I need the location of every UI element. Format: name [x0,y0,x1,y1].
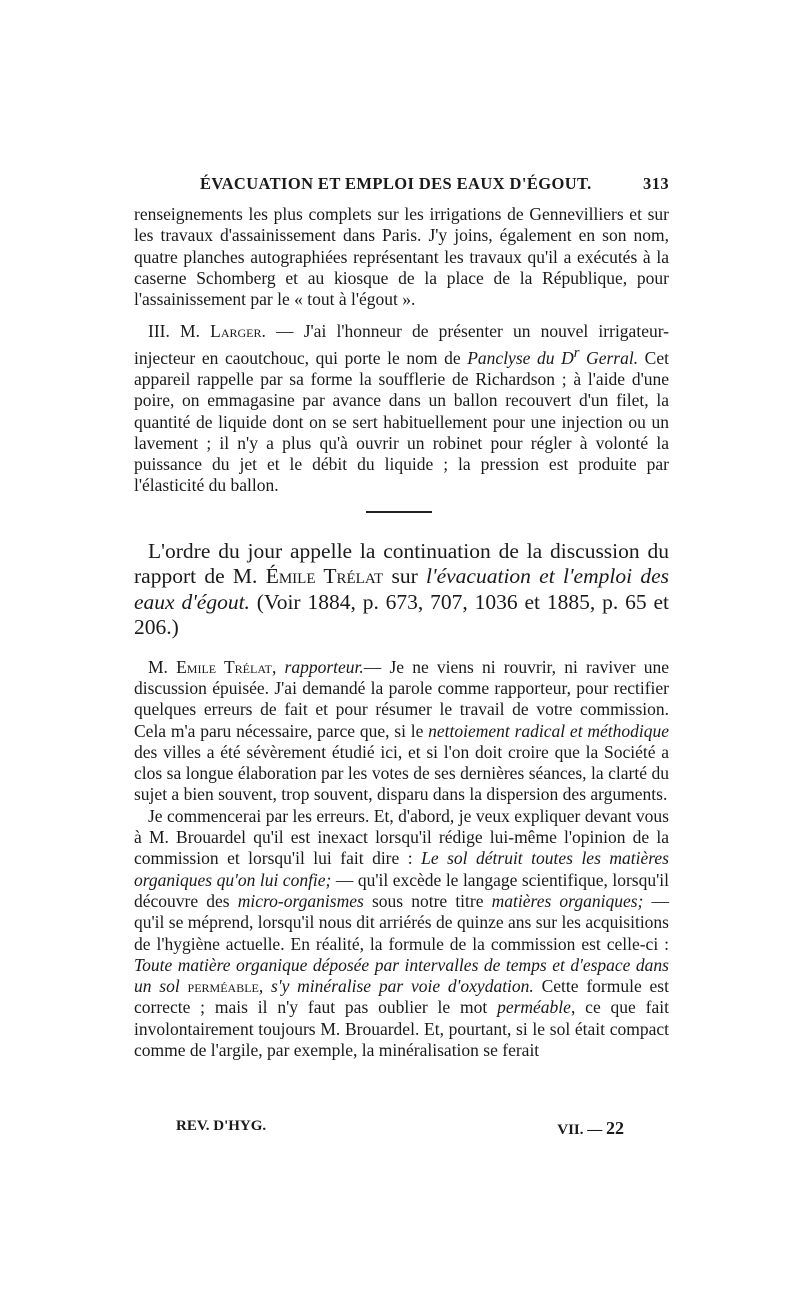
emphasis: Le sol détruit toutes les matières organiques qu'on lui confie; [134,848,669,890]
text-run: sur [383,564,427,589]
paragraph-larger [134,321,669,496]
speaker-name: Émile Trélat [265,564,384,589]
text-run: L'ordre du jour appelle la continuation de la discussion du rapport de M. [134,538,669,589]
report-title: l'évacuation et l'emploi des eaux d'égout. [134,564,669,614]
text-run: — qu'il excède le langage scientifique, lorsqu'il découvre des [134,869,669,911]
text-run: , ce que fait involontairement toujours M. Brouardel. Et, pourtant, si le sol était compact comme de l'argile, par exemple, la minéralisation se ferait [134,997,669,1061]
text-run: — Je ne viens ni rouvrir, ni raviver une discussion épuisée. J'ai demandé la parole comme rapporteur, pour rectifier quelques erreurs de fait et pour résumer le travail de votre commission. Cela m'a paru nécessaire, parce que, si le [134,656,669,741]
body-text [134,204,669,1061]
paragraph-trelat [134,657,669,806]
speaker-role: rapporteur. [276,656,364,677]
paragraph-order-of-day [134,539,669,641]
section-divider [366,511,432,513]
signature-number: 22 [606,1118,624,1138]
paragraph-gennevilliers: renseignements les plus complets sur les irrigations de Gennevilliers et sur les travaux d'assainissement dans Paris. J'y joins, également en son nom, quatre planches autographiées représentant les travaux qu'il a exécutés à la caserne Schomberg et au kiosque de la place de la République, pour l'assainissement par le « tout à l'égout ». [134,204,669,310]
device-name: Panclyse du D [467,347,574,368]
section-number: III. M. [148,321,200,342]
page [134,174,669,1061]
speaker-name: Larger. [210,321,266,342]
page-header-title: ÉVACUATION ET EMPLOI DES EAUX D'ÉGOUT. [200,174,592,193]
emphasis: perméable [497,997,571,1018]
text-run: Cette formule est correcte ; mais il n'y faut pas oublier le mot [134,976,669,1018]
page-number: 313 [643,174,669,193]
page-footer [176,1118,624,1139]
text-run: sous notre titre [363,890,492,911]
paragraph-errors [134,806,669,1062]
formula: Toute matière organique déposée par intervalles de temps et d'espace dans un sol [134,954,669,997]
text-run: Cet appareil rappelle par sa forme la soufflerie de Richardson ; à l'aide d'une poire, on emmagasine par avance dans un ballon recouvert d'un filet, la quantité de liquide dont on se sert habituellement pour une injection ou un lavement ; il n'y a plus qu'à ouvrir un robinet pour régler à volonté la puissance du jet et le débit du liquide ; la pression est produite par l'élasticité du ballon. [134,347,669,496]
formula-tail: , s'y minéralise par voie d'oxydation. [258,976,534,997]
device-name-sup: r [573,344,580,361]
speaker-name: M. Emile Trélat, [148,656,277,677]
journal-signature: REV. D'HYG. [176,1118,267,1134]
emphasis: micro-organismes [237,890,364,911]
device-name-tail: Gerral. [579,347,639,368]
text-run: — J'ai l'honneur de présenter un nouvel irrigateur-injecteur en caoutchouc, qui porte le nom de [134,321,670,368]
running-header [134,174,669,204]
text-run: Je commencerai par les erreurs. Et, d'abord, je veux expliquer devant vous à M. Brouardel qu'il est inexact lorsqu'il rédige lui-même l'opinion de la commission et lorsqu'il lui fait dire : [134,805,669,869]
text-run: (Voir 1884, p. 673, 707, 1036 et 1885, p. 65 et 206.) [134,589,669,640]
volume-signature [557,1118,624,1139]
text-run: des villes a été sévèrement étudié ici, et si l'on doit croire que la Société a clos sa longue élaboration par les votes de ses dernières séances, la clarté du sujet a bien souvent, trop souvent, disparu dans la dispersion des arguments. [134,741,669,805]
emphasis: matières organiques; [491,890,644,911]
emphasis: nettoiement radical et méthodique [428,720,670,741]
formula-keyword: perméable [187,976,259,997]
text-run: — qu'il se méprend, lorsqu'il nous dit arriérés de quinze ans sur les acquisitions de l'hygiène actuelle. En réalité, la formule de la commission est celle-ci : [134,890,670,954]
volume-label: VII. — [557,1122,603,1138]
